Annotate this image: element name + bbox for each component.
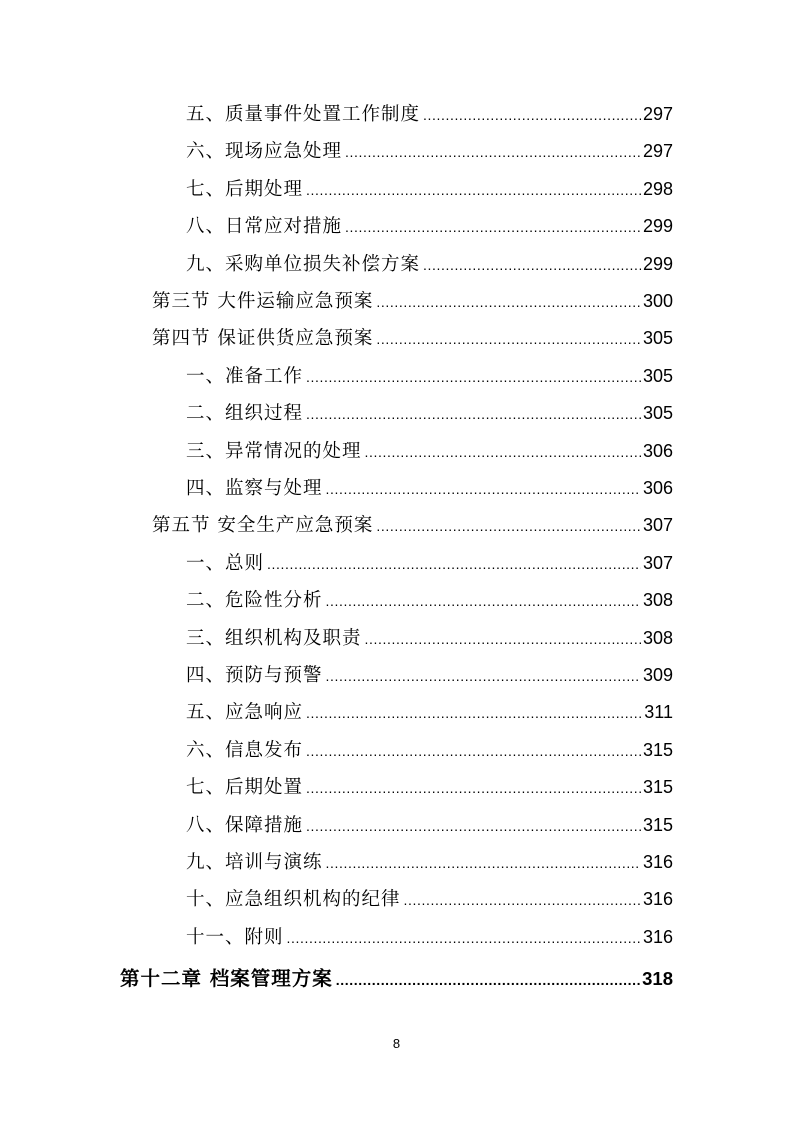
toc-entry[interactable] <box>186 250 673 280</box>
toc-entry-title: 第三节 大件运输应急预案 <box>152 291 374 312</box>
toc-entry[interactable] <box>186 773 673 803</box>
toc-entry-page: 297 <box>642 104 673 124</box>
toc-entry-page: 299 <box>642 253 673 274</box>
toc-entry-page: 305 <box>642 328 673 349</box>
toc-entry[interactable] <box>186 811 673 841</box>
toc-leader-dots <box>423 107 641 123</box>
page-number: 8 <box>392 1036 401 1051</box>
toc-entry-title: 二、危险性分析 <box>186 590 323 612</box>
toc-leader-dots <box>306 818 641 834</box>
toc-entry-page: 297 <box>642 141 673 162</box>
toc-entry-title: 七、后期处置 <box>186 777 304 799</box>
toc-entry[interactable] <box>186 885 673 915</box>
toc-leader-dots <box>306 705 642 721</box>
toc-entry-page: 307 <box>642 552 673 573</box>
toc-entry-title: 八、保障措施 <box>186 814 304 836</box>
toc-entry[interactable] <box>186 437 673 467</box>
toc-entry-page: 316 <box>642 926 673 947</box>
toc-entry-title: 第四节 保证供货应急预案 <box>152 328 374 350</box>
toc-leader-dots <box>287 930 641 946</box>
toc-entry[interactable] <box>186 212 673 242</box>
toc-leader-dots <box>326 855 641 871</box>
toc-entry-title: 第十二章 档案管理方案 <box>120 967 333 991</box>
toc-leader-dots <box>306 406 641 422</box>
toc-leader-dots <box>326 481 641 497</box>
toc-entry[interactable] <box>186 736 673 766</box>
toc-entry-title: 十、应急组织机构的纪律 <box>186 889 401 911</box>
toc-entry-page: 305 <box>642 403 673 424</box>
toc-leader-dots <box>345 219 641 235</box>
toc-entry-title: 第五节 安全生产应急预案 <box>152 515 374 537</box>
toc-entry[interactable] <box>186 661 673 691</box>
toc-entry-title: 四、预防与预警 <box>186 665 323 686</box>
toc-entry[interactable] <box>186 137 673 167</box>
toc-entry[interactable] <box>186 698 673 728</box>
toc-entry-page: 306 <box>642 440 673 461</box>
toc-entry-title: 三、组织机构及职责 <box>186 627 362 649</box>
toc-entry[interactable] <box>186 923 673 953</box>
toc-entry[interactable] <box>186 399 673 429</box>
toc-entry[interactable] <box>186 100 673 130</box>
toc-entry-title: 九、培训与演练 <box>186 852 323 873</box>
toc-leader-dots <box>267 556 641 572</box>
toc-entry-title: 五、质量事件处置工作制度 <box>186 104 421 125</box>
toc-entry-page: 298 <box>642 178 673 199</box>
toc-entry-title: 一、总则 <box>186 552 265 574</box>
toc-leader-dots <box>306 743 641 759</box>
toc-entry[interactable] <box>152 324 673 354</box>
toc-entry-title: 六、现场应急处理 <box>186 141 343 163</box>
toc-leader-dots <box>365 631 641 647</box>
toc-leader-dots <box>306 369 641 385</box>
toc-entry-page: 308 <box>642 627 673 648</box>
toc-leader-dots <box>306 780 641 796</box>
toc-entry[interactable] <box>186 586 673 616</box>
toc-leader-dots <box>376 518 641 534</box>
toc-entry-page: 300 <box>642 291 673 311</box>
toc-leader-dots <box>404 892 641 908</box>
toc-entry[interactable] <box>186 362 673 392</box>
toc-entry-title: 七、后期处理 <box>186 178 304 200</box>
toc-entry-title: 八、日常应对措施 <box>186 216 343 238</box>
toc-entry-page: 315 <box>642 777 673 798</box>
toc-leader-dots <box>326 593 641 609</box>
toc-entry-title: 五、应急响应 <box>186 702 304 724</box>
toc-entry[interactable] <box>186 549 673 579</box>
toc-entry-title: 九、采购单位损失补偿方案 <box>186 253 421 275</box>
toc-leader-dots <box>365 444 641 460</box>
toc-entry[interactable] <box>120 963 673 993</box>
toc-leader-dots <box>336 972 640 988</box>
toc-entry-title: 四、监察与处理 <box>186 478 323 499</box>
toc-entry-title: 十一、附则 <box>186 926 284 948</box>
toc-entry-title: 二、组织过程 <box>186 403 304 425</box>
toc-entry-page: 315 <box>642 814 673 835</box>
toc-leader-dots <box>345 144 641 160</box>
toc-entry-title: 六、信息发布 <box>186 739 304 761</box>
toc-entry[interactable] <box>186 848 673 878</box>
toc-entry-page: 315 <box>642 739 673 760</box>
toc-entry-page: 299 <box>642 216 673 237</box>
toc-entry-title: 一、准备工作 <box>186 365 304 387</box>
toc-entry-page: 309 <box>642 665 673 685</box>
toc-entry-page: 305 <box>642 365 673 386</box>
toc-entry-page: 307 <box>642 515 673 536</box>
toc-entry-page: 316 <box>642 889 673 910</box>
toc-entry[interactable] <box>186 175 673 205</box>
toc-leader-dots <box>306 182 641 198</box>
toc-entry-page: 318 <box>642 968 673 990</box>
toc-entry[interactable] <box>186 474 673 504</box>
toc-entry-page: 311 <box>644 702 673 723</box>
toc-entry[interactable] <box>186 624 673 654</box>
toc-leader-dots <box>376 331 641 347</box>
toc-leader-dots <box>376 294 641 310</box>
toc-entry-page: 316 <box>642 852 673 872</box>
toc-entry-page: 308 <box>642 590 673 611</box>
toc-entry-title: 三、异常情况的处理 <box>186 440 362 462</box>
toc-leader-dots <box>423 257 641 273</box>
toc-leader-dots <box>326 668 641 684</box>
toc-entry-page: 306 <box>642 478 673 498</box>
toc-entry[interactable] <box>152 287 673 317</box>
toc-entry[interactable] <box>152 511 673 541</box>
